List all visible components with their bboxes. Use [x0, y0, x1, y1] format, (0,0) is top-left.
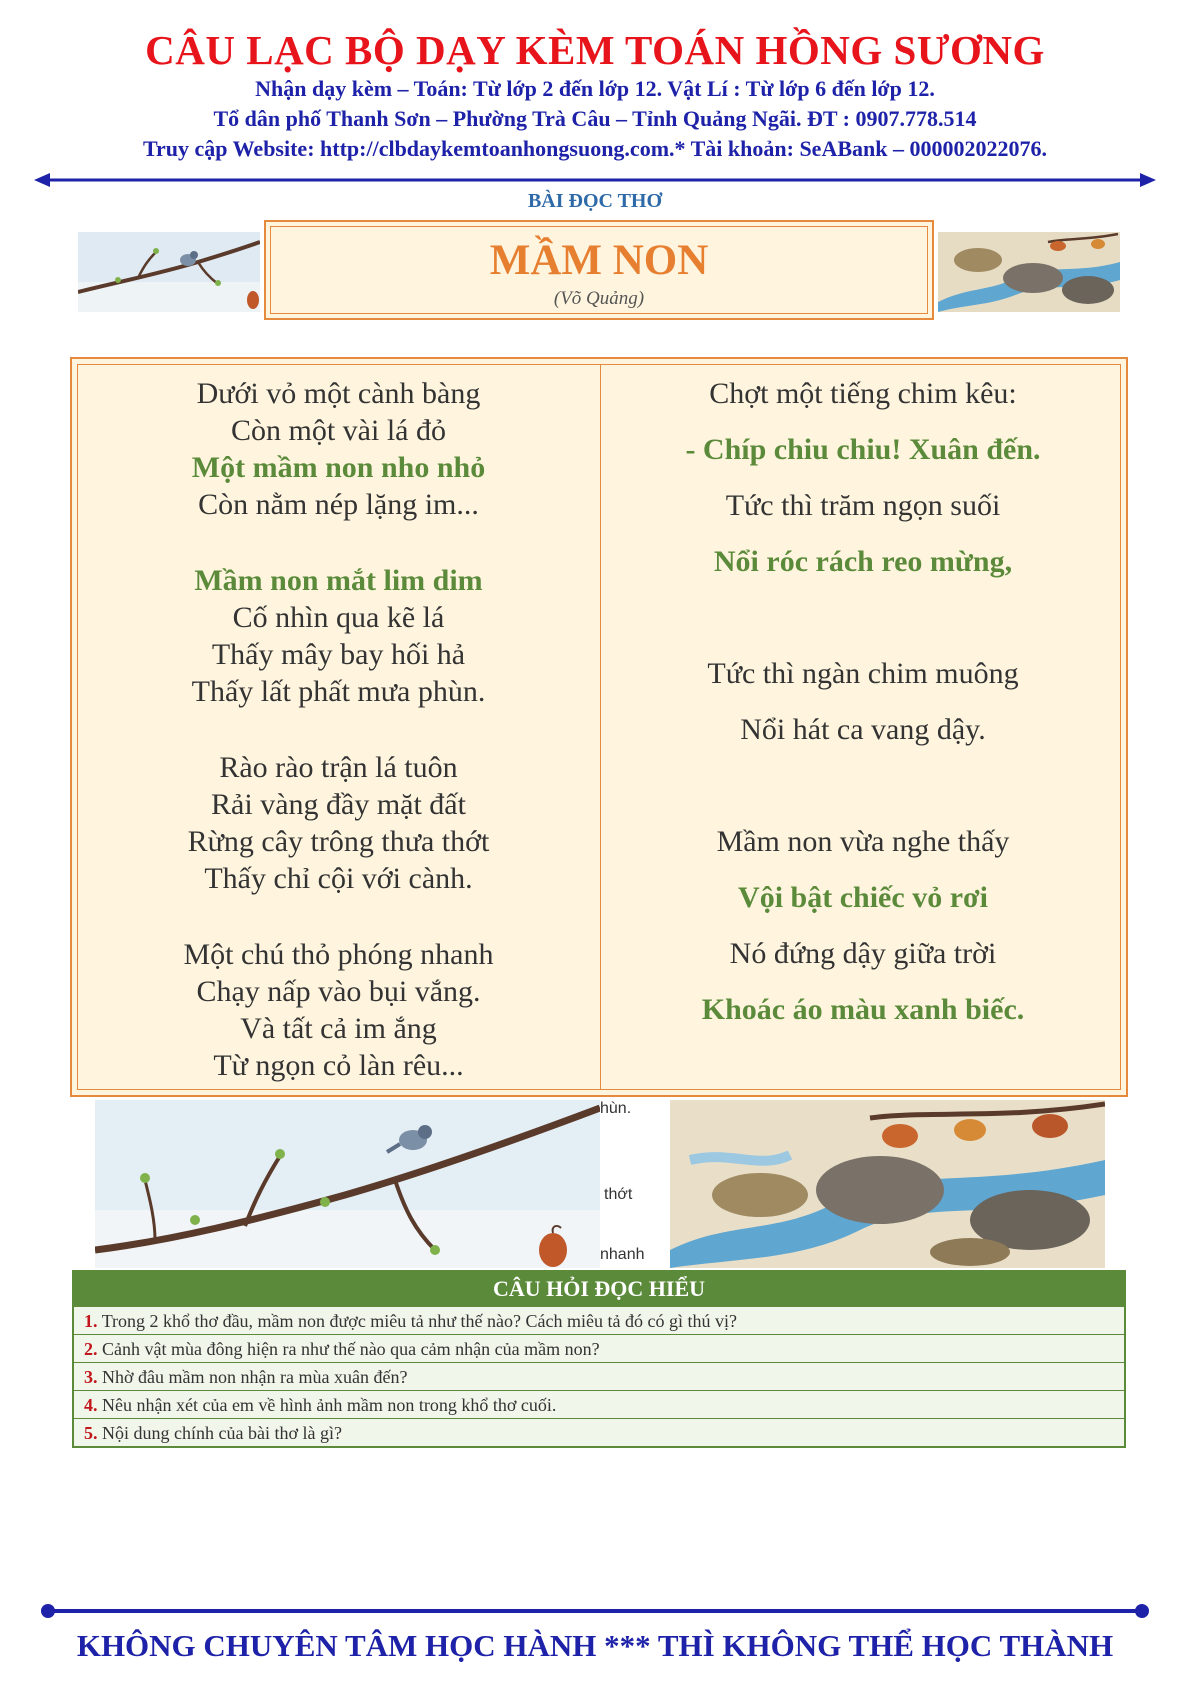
poem-line: Từ ngọn cỏ làn rêu...	[213, 1049, 464, 1082]
question-text: Cảnh vật mùa đông hiện ra như thế nào qua cảm nhận của mầm non?	[102, 1339, 600, 1359]
question-number: 1.	[84, 1311, 98, 1331]
poem-line-highlight: Vội bật chiếc vỏ rơi	[738, 881, 988, 914]
poem-title-box	[264, 220, 934, 320]
illustration-text: hùn.	[600, 1100, 632, 1117]
poem-line: Một chú thỏ phóng nhanh	[183, 938, 494, 971]
question-number: 5.	[84, 1423, 98, 1443]
poem-line: Và tất cả im ắng	[240, 1012, 437, 1045]
poem-line: Thấy lất phất mưa phùn.	[191, 675, 486, 708]
question-row	[74, 1362, 1124, 1390]
tutoring-subjects: Nhận dạy kèm – Toán: Từ lớp 2 đến lớp 12. Vật Lí : Từ lớp 6 đến lớp 12.	[255, 76, 935, 101]
question-text: Trong 2 khổ thơ đầu, mầm non được miêu tả như thế nào? Cách miêu tả đó có gì thú vị?	[101, 1311, 737, 1331]
poem-line-highlight: Nổi róc rách reo mừng,	[713, 545, 1013, 578]
poem-line-highlight: Mầm non mắt lim dim	[194, 564, 483, 597]
poem-title: MẦM NON	[489, 237, 709, 284]
poem-frame	[70, 357, 1128, 1097]
footer-motto: KHÔNG CHUYÊN TÂM HỌC HÀNH *** THÌ KHÔNG THỂ HỌC THÀNH	[76, 1628, 1114, 1663]
poem-line: Thấy mây bay hối hả	[211, 638, 466, 671]
header-arrow-divider	[34, 172, 1156, 188]
poem-line: Còn một vài lá đỏ	[231, 414, 446, 447]
poem-line: Chạy nấp vào bụi vắng.	[196, 975, 481, 1008]
poem-line-highlight: - Chíp chiu chiu! Xuân đến.	[685, 433, 1041, 466]
poem-line: Rào rào trận lá tuôn	[219, 751, 458, 784]
address-phone: Tổ dân phố Thanh Sơn – Phường Trà Câu – Tỉnh Quảng Ngãi. ĐT : 0907.778.514	[213, 106, 977, 131]
poem-line: Mầm non vừa nghe thấy	[716, 825, 1010, 858]
column-divider	[600, 364, 601, 1090]
poem-line: Rừng cây trông thưa thớt	[187, 825, 490, 858]
poem-line: Nổi hát ca vang dậy.	[740, 713, 986, 746]
poem-line-highlight: Khoác áo màu xanh biếc.	[701, 993, 1025, 1026]
poem-line: Tức thì trăm ngọn suối	[725, 489, 1001, 522]
footer-divider	[40, 1603, 1150, 1619]
question-row	[74, 1418, 1124, 1446]
question-row	[74, 1390, 1124, 1418]
question-text: Nội dung chính của bài thơ là gì?	[102, 1423, 342, 1443]
illustration-text: thớt	[604, 1186, 633, 1203]
question-number: 4.	[84, 1395, 98, 1415]
website-bank: Truy cập Website: http://clbdaykemtoanhongsuong.com.* Tài khoản: SeABank – 000002022076.	[143, 136, 1047, 161]
stream-rocks-illustration	[938, 232, 1120, 312]
illustration-text: nhanh	[600, 1246, 645, 1263]
poem-line: Còn nằm nép lặng im...	[198, 488, 479, 521]
question-number: 3.	[84, 1367, 98, 1387]
question-row	[74, 1334, 1124, 1362]
poem-line: Dưới vỏ một cành bàng	[196, 377, 481, 410]
club-title: CÂU LẠC BỘ DẠY KÈM TOÁN HỒNG SƯƠNG	[145, 27, 1045, 73]
question-text: Nêu nhận xét của em về hình ảnh mầm non trong khổ thơ cuối.	[102, 1395, 557, 1415]
question-text: Nhờ đâu mầm non nhận ra mùa xuân đến?	[102, 1367, 408, 1387]
reading-questions-table	[72, 1270, 1126, 1448]
stream-rocks-illustration-large	[670, 1100, 1105, 1268]
poem-line-highlight: Một mầm non nho nhỏ	[191, 451, 486, 484]
question-row	[74, 1306, 1124, 1334]
poem-line: Rải vàng đầy mặt đất	[211, 788, 466, 821]
section-kicker: BÀI ĐỌC THƠ	[527, 190, 663, 212]
bird-branch-illustration-large	[95, 1100, 600, 1268]
poem-line: Chợt một tiếng chim kêu:	[709, 377, 1017, 410]
poem-line: Thấy chỉ cội với cành.	[204, 862, 473, 895]
bird-branch-illustration	[78, 232, 260, 312]
poem-line: Cố nhìn qua kẽ lá	[232, 601, 445, 634]
poem-author: (Võ Quảng)	[553, 288, 645, 309]
poem-line: Nó đứng dậy giữa trời	[729, 937, 997, 970]
questions-heading: CÂU HỎI ĐỌC HIỂU	[74, 1272, 1124, 1306]
poem-line: Tức thì ngàn chim muông	[707, 657, 1019, 690]
question-number: 2.	[84, 1339, 98, 1359]
